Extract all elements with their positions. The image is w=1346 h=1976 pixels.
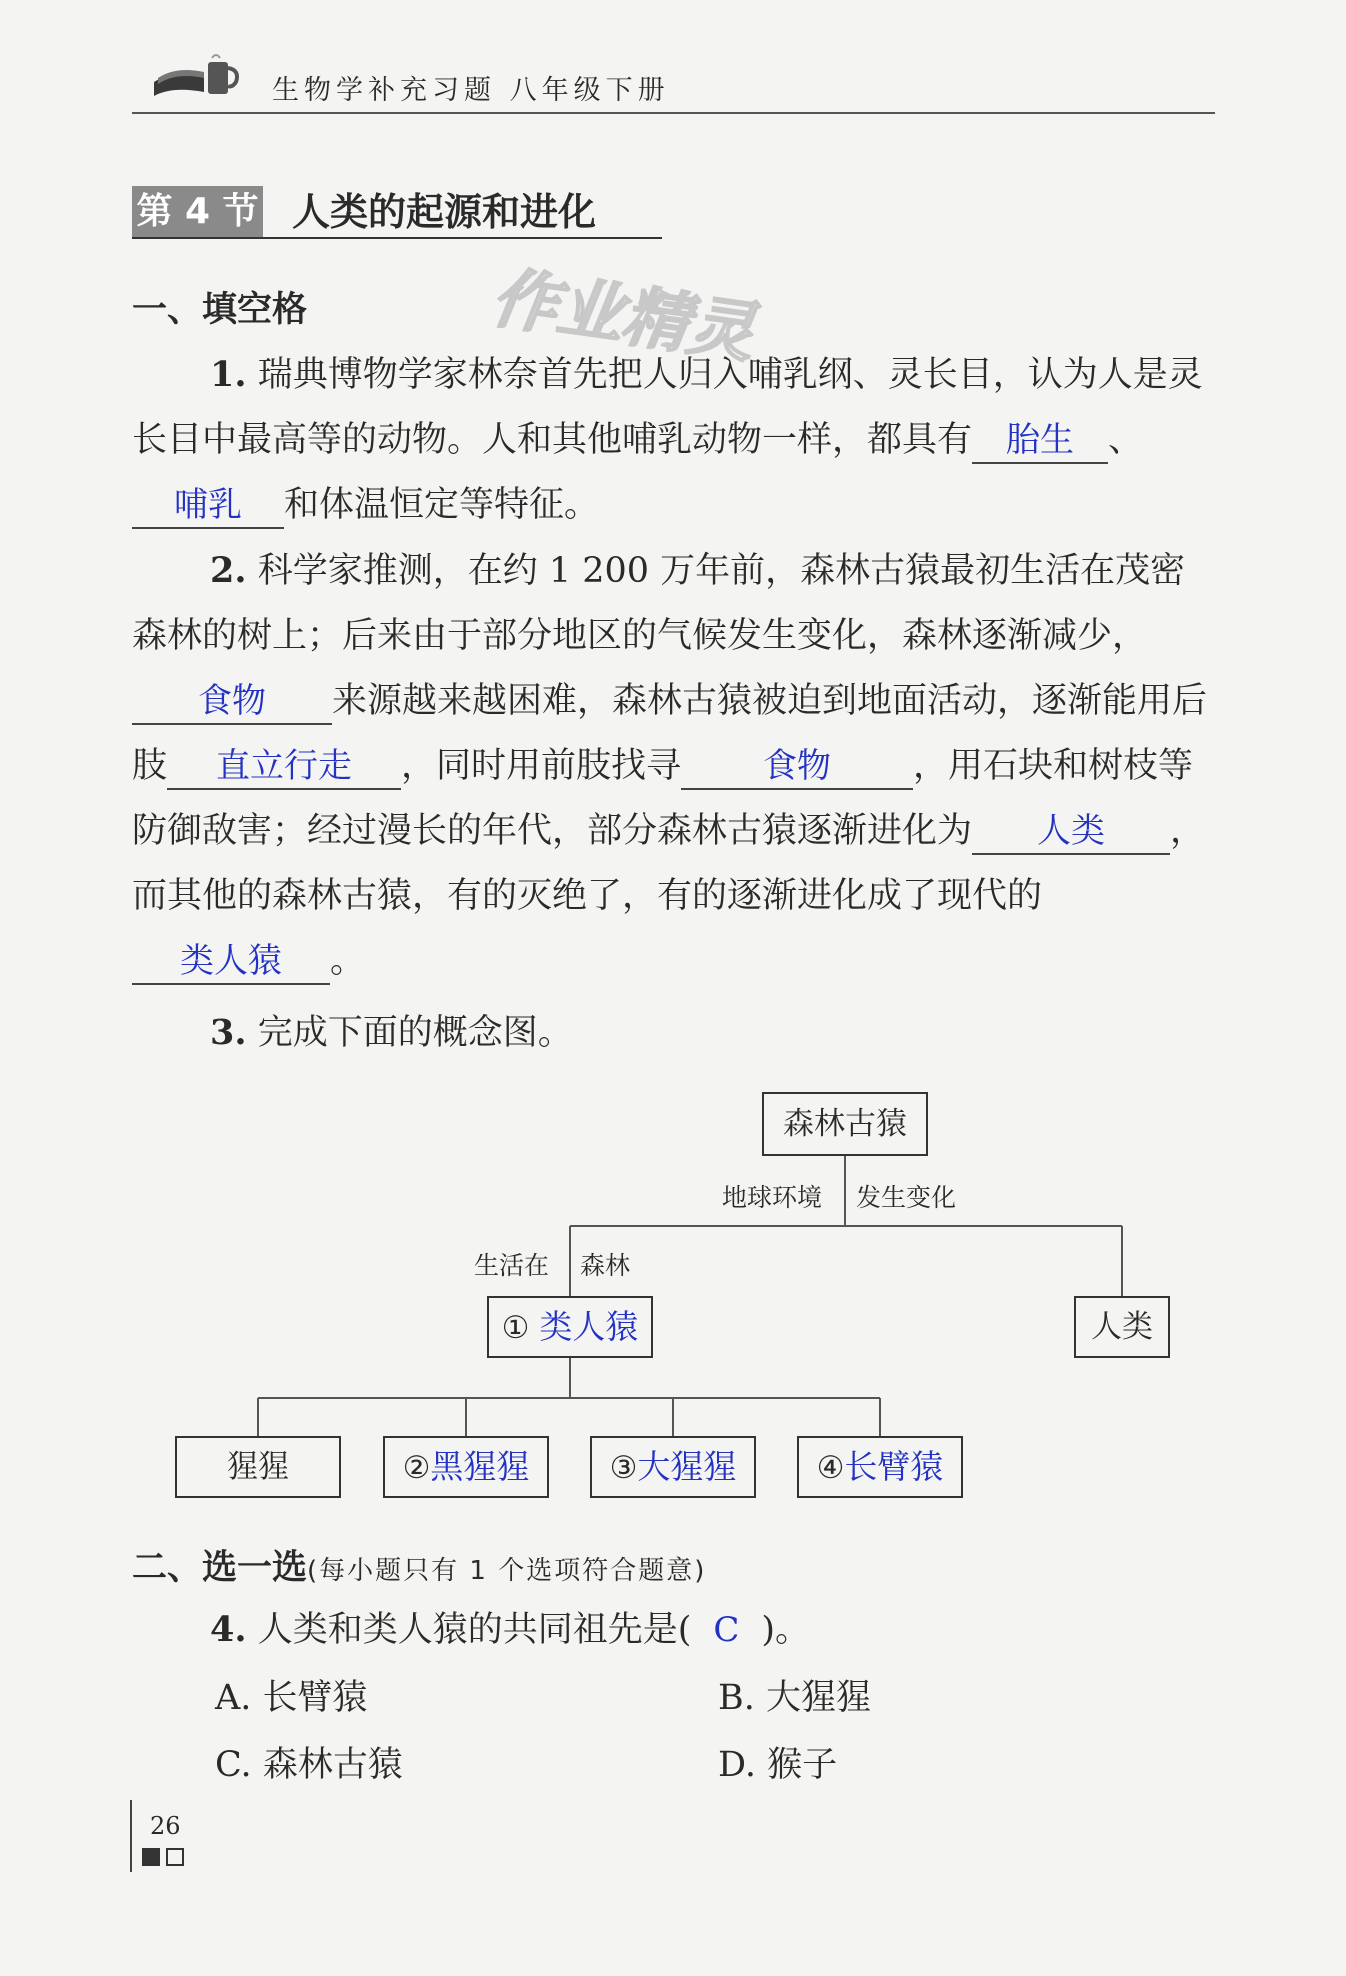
question-1-text: 瑞典博物学家林奈首先把人归入哺乳纲、灵长目，认为人是灵长目中最高等的动物。人和其他哺乳动物一样，都具有	[132, 355, 1203, 460]
question-4-stem: 人类和类人猿的共同祖先是(	[257, 1610, 692, 1650]
question-2-number: 2.	[210, 550, 247, 591]
leaf-2-chimpanzee[interactable]	[383, 1436, 549, 1498]
q2-text-6: 。	[330, 941, 366, 981]
question-4-answer[interactable]: C	[713, 1610, 740, 1650]
leaf-4-gibbon[interactable]	[797, 1436, 963, 1498]
q2-answer-2: 直立行走	[216, 746, 353, 786]
option-b[interactable]	[718, 1670, 871, 1720]
leaf-2-answer: 黑猩猩	[430, 1447, 530, 1486]
question-1-text-end: 和体温恒定等特征。	[284, 485, 600, 525]
leaf-4-answer: 长臂猿	[844, 1447, 944, 1486]
question-1-number: 1.	[210, 354, 247, 395]
node-1-marker: ①	[501, 1310, 530, 1346]
q2-answer-3: 食物	[763, 746, 832, 786]
part2-heading-text: 二、选一选	[132, 1548, 308, 1588]
sub-label-left: 生活在	[474, 1251, 550, 1280]
question-3-text: 完成下面的概念图。	[257, 1013, 573, 1053]
page-number-bar	[130, 1800, 132, 1872]
q1-separator: 、	[1108, 420, 1144, 460]
leaf-3-marker: ③	[609, 1450, 638, 1486]
q2-text-5: ，而其他的森林古猿，有的灭绝了，有的逐渐进化成了现代的	[132, 811, 1206, 916]
part1-heading: 一、填空格	[132, 290, 308, 330]
q2-answer-1: 食物	[198, 681, 266, 721]
part2-heading	[132, 1540, 706, 1590]
q2-text-4: ，用石块和树枝等防御敌害；经过漫长的年代，部分森林古猿逐渐进化为	[132, 746, 1194, 851]
option-a-text: 长臂猿	[262, 1678, 368, 1718]
q2-answer-4: 人类	[1037, 811, 1106, 851]
q2-text-2: 来源越来越困难，森林古猿被迫到地面活动，逐渐能用后肢	[132, 681, 1208, 786]
branch-label-right: 发生变化	[856, 1183, 957, 1212]
leaf-3-answer: 大猩猩	[637, 1447, 737, 1486]
option-b-letter: B.	[718, 1678, 755, 1718]
option-c[interactable]	[215, 1737, 403, 1787]
option-c-letter: C.	[215, 1745, 252, 1785]
q2-answer-5: 类人猿	[180, 941, 282, 981]
q1-answer-2: 哺乳	[174, 485, 242, 525]
q2-text-3: ，同时用前肢找寻	[401, 746, 682, 786]
leaf-4-marker: ④	[816, 1450, 845, 1486]
branch-label-left: 地球环境	[722, 1183, 823, 1212]
book-title: 生物学补充习题 八年级下册	[272, 75, 670, 106]
option-c-text: 森林古猿	[262, 1745, 403, 1785]
question-4-number: 4.	[210, 1609, 247, 1650]
watermark: 作业精灵	[487, 258, 760, 372]
leaf-orangutan: 猩猩	[175, 1436, 341, 1498]
node-1-answer: 类人猿	[539, 1307, 639, 1346]
option-b-text: 大猩猩	[766, 1678, 872, 1718]
section-badge: 第 4 节	[132, 186, 263, 238]
option-a[interactable]	[215, 1670, 368, 1720]
question-4	[210, 1602, 810, 1652]
node-forest-ape: 森林古猿	[762, 1092, 928, 1156]
option-a-letter: A.	[215, 1678, 252, 1718]
q2-text-1: 科学家推测，在约 1 200 万年前，森林古猿最初生活在茂密森林的树上；后来由于部分地区的气候发生变化，森林逐渐减少，	[132, 551, 1186, 656]
leaf-3-gorilla[interactable]	[590, 1436, 756, 1498]
question-3-number: 3.	[210, 1012, 247, 1053]
page-marker-empty-square	[166, 1848, 184, 1866]
part2-note: (每小题只有 1 个选项符合题意)	[307, 1556, 707, 1586]
option-d-text: 猴子	[767, 1745, 838, 1785]
section-title: 人类的起源和进化	[292, 189, 597, 234]
leaf-2-marker: ②	[402, 1450, 431, 1486]
sub-label-right: 森林	[580, 1251, 631, 1280]
option-d[interactable]	[718, 1737, 837, 1787]
page-marker-filled-square	[142, 1848, 160, 1866]
question-4-stem-end: )。	[761, 1610, 810, 1650]
page-number: 26	[150, 1812, 181, 1840]
node-human: 人类	[1074, 1296, 1170, 1358]
option-d-letter: D.	[718, 1745, 756, 1785]
q1-answer-1: 胎生	[1006, 420, 1075, 460]
node-1-anthropoid[interactable]	[487, 1296, 653, 1358]
